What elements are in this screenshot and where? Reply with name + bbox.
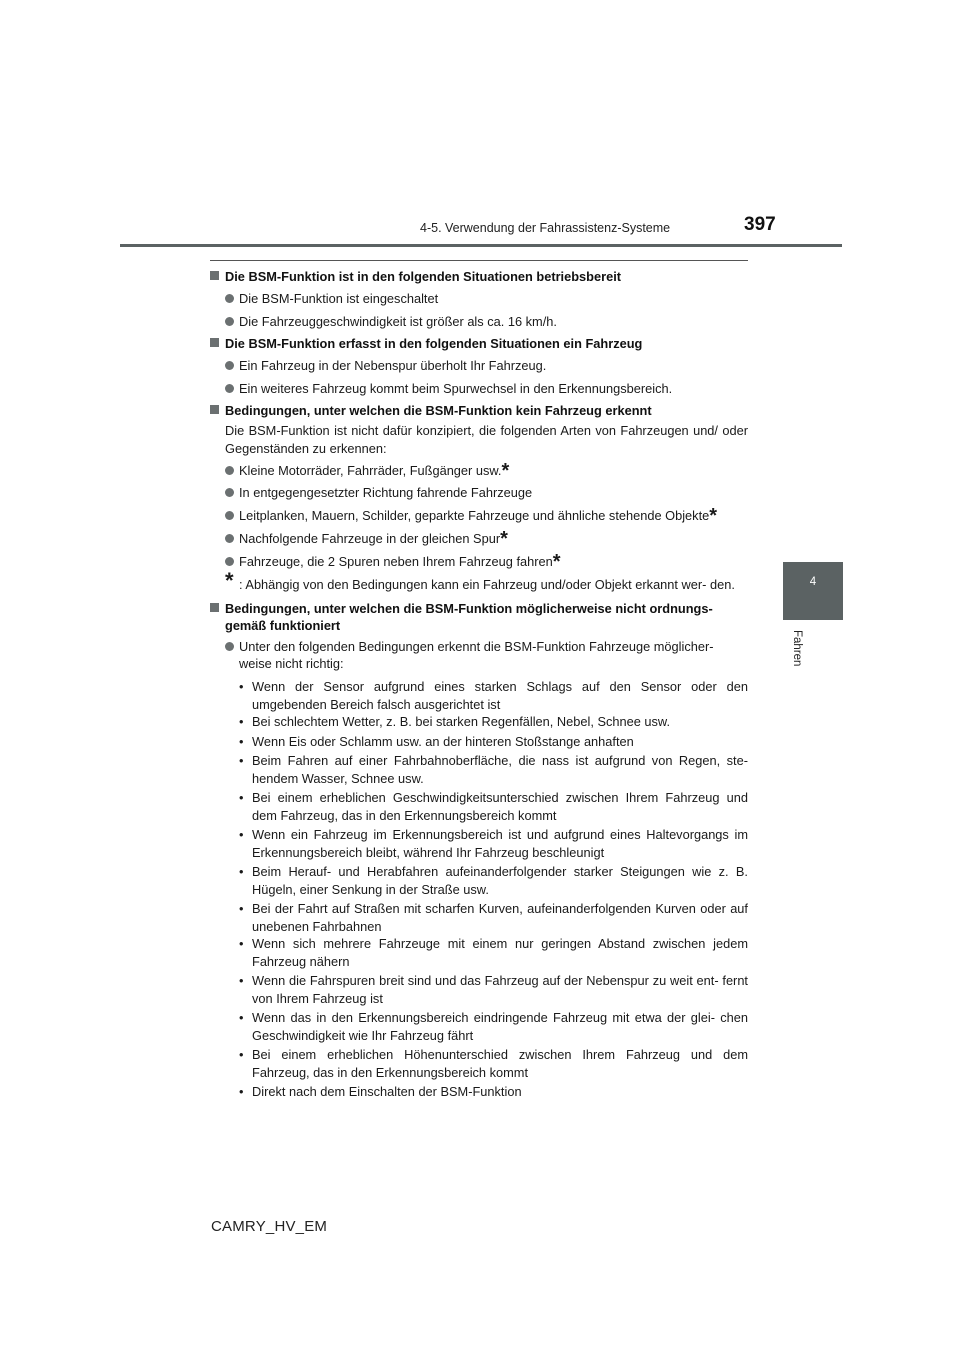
circle-bullet-icon <box>225 317 234 326</box>
sub-item: • Bei schlechtem Wetter, z. B. bei starken Regenfällen, Nebel, Schnee usw. <box>239 714 671 729</box>
footnote-star: * <box>501 460 510 482</box>
dot-marker: • <box>239 1010 244 1025</box>
dot-marker: • <box>239 1047 244 1062</box>
square-bullet-icon <box>210 603 219 612</box>
square-bullet-icon <box>210 405 219 414</box>
bullet-item: Die Fahrzeuggeschwindigkeit ist größer als ca. 16 km/h. <box>210 313 748 330</box>
circle-bullet-icon <box>225 534 234 543</box>
dot-marker: • <box>239 790 244 805</box>
content-top-rule <box>210 260 748 261</box>
bullet-item: Kleine Motorräder, Fahrräder, Fußgänger usw.* <box>210 462 748 479</box>
section-title: Die BSM-Funktion erfasst in den folgenden Situationen ein Fahrzeug <box>210 335 748 352</box>
sub-item: • Bei einem erheblichen Geschwindigkeitsunterschied zwischen Ihrem Fahrzeug und dem Fahrzeug, das in den Erkennungsbereich kommt <box>239 790 748 823</box>
sub-item: • Wenn die Fahrspuren breit sind und das Fahrzeug auf der Nebenspur zu weit ent- fernt von Ihrem Fahrzeug ist <box>239 973 748 1006</box>
footnote-star: * <box>709 505 718 527</box>
chapter-tab <box>783 562 843 620</box>
sub-item: • Beim Fahren auf einer Fahrbahnoberfläche, die nass ist aufgrund von Regen, ste- hendem Wasser, Schnee usw. <box>239 753 748 786</box>
running-header-section: 4-5. Verwendung der Fahrassistenz-Systeme <box>420 221 671 235</box>
circle-bullet-icon <box>225 361 234 370</box>
square-bullet-icon <box>210 271 219 280</box>
paragraph: Die BSM-Funktion ist nicht dafür konzipiert, die folgenden Arten von Fahrzeugen und/ oder Gegenständen zu erkennen: <box>225 423 748 456</box>
dot-marker: • <box>239 1084 244 1099</box>
section-title: Bedingungen, unter welchen die BSM-Funktion möglicherweise nicht ordnungs- gemäß funktioniert <box>210 600 748 634</box>
footnote-star: * <box>552 551 561 573</box>
circle-bullet-icon <box>225 511 234 520</box>
sub-item: • Wenn Eis oder Schlamm usw. an der hinteren Stoßstange anhaften <box>239 733 634 749</box>
dot-marker: • <box>239 973 244 988</box>
footnote-star: * <box>225 568 234 593</box>
dot-marker: • <box>239 901 244 916</box>
dot-marker: • <box>239 679 244 694</box>
bullet-item: Ein Fahrzeug in der Nebenspur überholt Ihr Fahrzeug. <box>210 357 748 374</box>
bullet-item: Fahrzeuge, die 2 Spuren neben Ihrem Fahrzeug fahren* <box>210 553 748 570</box>
page-number: 397 <box>744 214 776 235</box>
sub-item: • Wenn der Sensor aufgrund eines starken Schlags auf den Sensor oder den umgebenden Bereich falsch ausgerichtet ist <box>239 679 748 712</box>
chapter-label-container <box>781 630 841 680</box>
sub-item: • Direkt nach dem Einschalten der BSM-Funktion <box>239 1084 522 1099</box>
dot-marker: • <box>239 714 244 729</box>
bullet-item: In entgegengesetzter Richtung fahrende Fahrzeuge <box>210 484 748 501</box>
sub-item: • Wenn ein Fahrzeug im Erkennungsbereich ist und aufgrund eines Haltevorgangs im Erkennungsbereich bleibt, während Ihr Fahrzeug beschleunigt <box>239 827 748 860</box>
sub-item: • Bei einem erheblichen Höhenunterschied zwischen Ihrem Fahrzeug und dem Fahrzeug, das in den Erkennungsbereich kommt <box>239 1047 748 1080</box>
bullet-item: Ein weiteres Fahrzeug kommt beim Spurwechsel in den Erkennungsbereich. <box>210 380 748 397</box>
sub-item: • Wenn das in den Erkennungsbereich eindringende Fahrzeug mit etwa der glei- chen Geschwindigkeit wie Ihr Fahrzeug fährt <box>239 1010 748 1043</box>
footer-document-code: CAMRY_HV_EM <box>211 1218 328 1235</box>
bullet-item: Unter den folgenden Bedingungen erkennt die BSM-Funktion Fahrzeuge möglicher- weise nicht richtig: <box>210 638 748 672</box>
square-bullet-icon <box>210 338 219 347</box>
dot-marker: • <box>239 827 244 842</box>
dot-marker: • <box>239 753 244 768</box>
circle-bullet-icon <box>225 294 234 303</box>
bullet-item: Nachfolgende Fahrzeuge in der gleichen Spur* <box>210 530 748 547</box>
section-title: Die BSM-Funktion ist in den folgenden Situationen betriebsbereit <box>210 268 748 285</box>
bullet-item: Die BSM-Funktion ist eingeschaltet <box>210 290 748 307</box>
dot-marker: • <box>239 936 244 951</box>
section-title: Bedingungen, unter welchen die BSM-Funktion kein Fahrzeug erkennt <box>210 402 748 419</box>
sub-item: • Wenn sich mehrere Fahrzeuge mit einem nur geringen Abstand zwischen jedem Fahrzeug nähern <box>239 936 748 969</box>
bullet-item: Leitplanken, Mauern, Schilder, geparkte Fahrzeuge und ähnliche stehende Objekte* <box>210 507 748 524</box>
chapter-number: 4 <box>809 576 817 588</box>
circle-bullet-icon <box>225 557 234 566</box>
sub-item: • Bei der Fahrt auf Straßen mit scharfen Kurven, aufeinanderfolgenden Kurven oder auf unebenen Fahrbahnen <box>239 901 748 934</box>
header-rule <box>120 244 842 247</box>
dot-marker: • <box>239 733 244 749</box>
circle-bullet-icon <box>225 642 234 651</box>
sub-item: • Beim Herauf- und Herabfahren aufeinanderfolgender starker Steigungen wie z. B. Hügeln, einer Senkung in der Straße usw. <box>239 864 748 897</box>
footnote-star: * <box>500 528 508 550</box>
footnote: * : Abhängig von den Bedingungen kann ein Fahrzeug und/oder Objekt erkannt wer- den. <box>225 568 735 593</box>
circle-bullet-icon <box>225 488 234 497</box>
dot-marker: • <box>239 864 244 879</box>
circle-bullet-icon <box>225 466 234 475</box>
chapter-label: Fahren <box>791 630 803 667</box>
circle-bullet-icon <box>225 384 234 393</box>
content <box>210 268 748 1101</box>
